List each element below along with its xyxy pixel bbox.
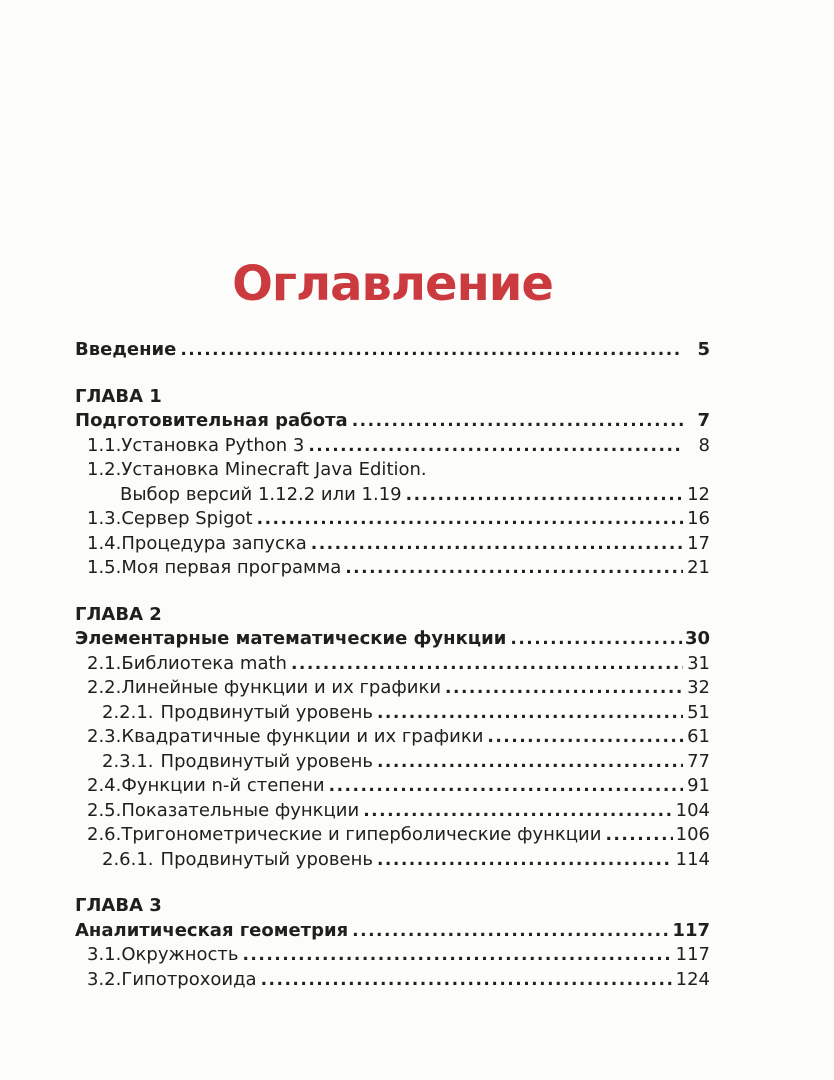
dot-leader	[329, 774, 683, 799]
toc-entry-page: 91	[687, 775, 710, 796]
toc-entry	[75, 507, 710, 532]
toc-entry-page: 8	[698, 434, 710, 456]
toc-entry-label: Моя первая программа	[121, 557, 342, 578]
toc-entry-number: 2.4.	[87, 775, 122, 796]
toc-entry-label: Аналитическая геометрия	[75, 919, 349, 941]
dot-leader	[377, 701, 683, 726]
dot-leader	[487, 725, 683, 750]
toc-entry-label: Установка Python 3	[121, 434, 305, 456]
toc-entry	[75, 823, 710, 848]
toc-entry-number: 1.1.	[87, 434, 122, 456]
toc-entry-page: 21	[687, 557, 710, 578]
toc-entry-label: Функции n-й степени	[121, 775, 325, 796]
toc-entry	[75, 701, 710, 726]
toc-entry-page: 5	[697, 339, 710, 360]
dot-leader	[363, 799, 672, 824]
chapter-block	[75, 894, 710, 992]
toc-entry-number: 1.3.	[87, 508, 122, 529]
toc-entry-number: 2.2.	[87, 677, 122, 698]
toc-entry-label: Сервер Spigot	[121, 508, 253, 529]
dot-leader	[261, 968, 673, 993]
toc-entry-label: Окружность	[121, 944, 239, 965]
toc-entry	[75, 968, 710, 993]
toc-entry-page: 104	[675, 799, 710, 821]
toc-entry-page: 61	[687, 726, 710, 747]
toc-entry-page: 7	[697, 410, 710, 431]
toc-entry-label: Квадратичные функции и их графики	[121, 726, 484, 747]
chapter-heading: ГЛАВА 1	[75, 385, 162, 407]
dot-leader	[257, 507, 683, 532]
toc-entry-page: 114	[675, 848, 710, 870]
toc-entry-label: Линейные функции и их графики	[121, 677, 442, 698]
toc-entry	[75, 652, 710, 677]
toc-entry-label: Продвинутый уровень	[160, 848, 373, 870]
toc-entry	[75, 676, 710, 701]
toc-entry-number: 1.5.	[87, 557, 122, 578]
toc-entry	[75, 532, 710, 557]
toc-entry	[75, 483, 710, 508]
toc-entry-number: 2.6.	[87, 824, 122, 845]
dot-leader	[352, 409, 683, 434]
toc-entry	[75, 725, 710, 750]
chapter-title-entry	[75, 627, 710, 652]
dot-leader	[308, 434, 683, 459]
toc-entry-number: 2.1.	[87, 652, 122, 674]
toc-content	[75, 0, 710, 992]
dot-leader	[180, 338, 683, 363]
toc-entry-number: 2.5.	[87, 799, 122, 821]
toc-entry-label: Гипотрохоида	[121, 968, 257, 990]
chapter-title-entry	[75, 409, 710, 434]
dot-leader	[377, 848, 673, 873]
toc-entry-number: 2.3.1.	[102, 750, 154, 772]
toc-entry	[75, 458, 710, 483]
dot-leader	[510, 627, 682, 652]
toc-entry-page: 32	[687, 677, 710, 698]
toc-entry-page: 30	[684, 628, 710, 649]
toc-entry-label: Элементарные математические функции	[75, 628, 507, 649]
table-of-contents	[75, 338, 710, 992]
toc-entry-label: Библиотека math	[121, 652, 287, 674]
toc-entry	[75, 556, 710, 581]
chapter-heading: ГЛАВА 2	[75, 603, 162, 625]
page-title: Оглавление	[232, 256, 553, 312]
toc-entry-label: Продвинутый уровень	[160, 750, 373, 772]
toc-entry-number: 1.2.	[87, 459, 122, 480]
toc-entry-label: Продвинутый уровень	[160, 701, 373, 723]
toc-entry-page: 17	[687, 532, 710, 554]
toc-entry	[75, 799, 710, 824]
toc-entry-label: Установка Minecraft Java Edition.	[121, 459, 427, 480]
toc-entry	[75, 848, 710, 873]
chapters-container	[75, 385, 710, 993]
chapter-block	[75, 603, 710, 873]
toc-entry	[75, 750, 710, 775]
toc-entry-label: Показательные функции	[121, 799, 360, 821]
dot-leader	[242, 943, 672, 968]
toc-entry-page: 51	[687, 701, 710, 723]
chapter-heading: ГЛАВА 3	[75, 895, 162, 916]
toc-entry-page: 117	[672, 919, 710, 941]
toc-entry-number: 3.2.	[87, 968, 122, 990]
toc-entry-page: 77	[687, 750, 710, 772]
toc-entry-label: Подготовительная работа	[75, 410, 348, 431]
chapter-block	[75, 385, 710, 581]
toc-entry-page: 124	[675, 968, 710, 990]
dot-leader	[311, 532, 683, 557]
toc-entry-page: 106	[675, 824, 710, 845]
toc-entry-label: Процедура запуска	[121, 532, 307, 554]
toc-entry-number: 2.3.	[87, 726, 122, 747]
toc-entry	[75, 774, 710, 799]
toc-entry-label: Тригонометрические и гиперболические функции	[121, 824, 602, 845]
toc-entry-intro	[75, 338, 710, 363]
toc-entry-page: 16	[687, 508, 710, 529]
dot-leader	[445, 676, 683, 701]
dot-leader	[291, 652, 683, 677]
dot-leader	[377, 750, 683, 775]
chapter-title-entry	[75, 919, 710, 944]
toc-entry-number: 3.1.	[87, 944, 122, 965]
toc-entry-label: Выбор версий 1.12.2 или 1.19	[120, 483, 402, 505]
toc-entry-page: 117	[675, 944, 710, 965]
toc-entry-page: 12	[687, 483, 710, 505]
dot-leader	[605, 823, 672, 848]
toc-entry-number: 2.2.1.	[102, 701, 154, 723]
toc-entry	[75, 943, 710, 968]
toc-entry-number: 2.6.1.	[102, 848, 154, 870]
dot-leader	[406, 483, 683, 508]
toc-entry-label: Введение	[75, 339, 177, 360]
dot-leader	[352, 919, 669, 944]
dot-leader	[345, 556, 683, 581]
toc-entry	[75, 434, 710, 459]
toc-entry-page: 31	[687, 652, 710, 674]
toc-entry-number: 1.4.	[87, 532, 122, 554]
